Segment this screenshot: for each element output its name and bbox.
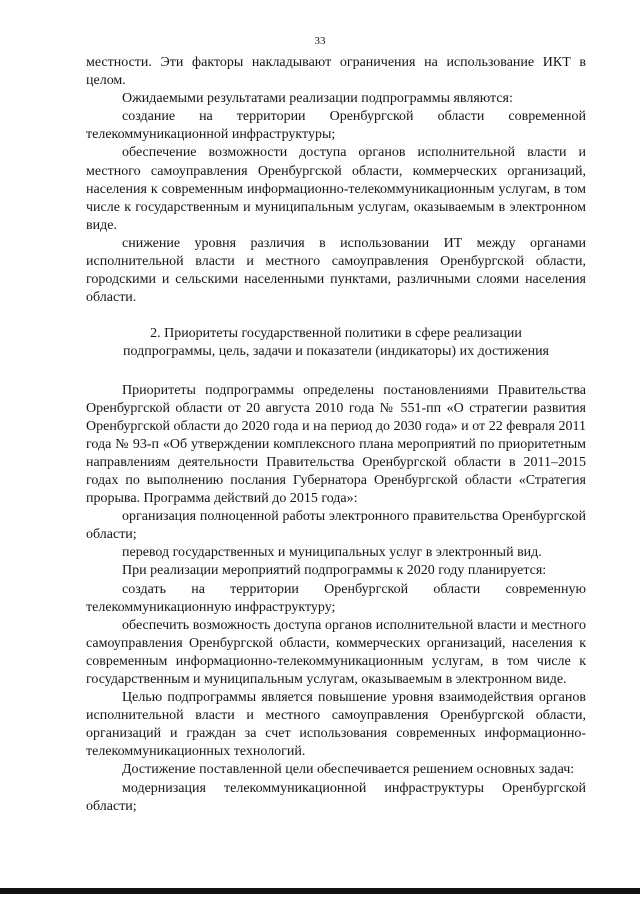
page-number: 33 [314, 35, 326, 47]
paragraph-planned-2020: При реализации мероприятий подпрограммы к 2020 году планируется: [122, 563, 547, 579]
document-body [86, 54, 586, 816]
section-heading-line-2: подпрограммы, цель, задачи и показатели (индикаторы) их достижения [122, 344, 549, 360]
paragraph-priorities: Приоритеты подпрограммы определены постановлениями Правительства Оренбургской области от 20 августа 2010 года № 551-пп «О стратегии развития Оренбургской области до 2020 года и на период до 2030 года» и от 22 февраля 2011 года № 93-п «Об утверждении комплексного плана мероприятий по приоритетным направлениям деятельности Правительства Оренбургской области в 2011–2015 годах по выполнению послания Губернатора Оренбургской области «Стратегия прорыва. Программа действий до 2015 года»: [86, 382, 586, 507]
paragraph-expected-results: Ожидаемыми результатами реализации подпрограммы являются: [122, 91, 513, 107]
section-heading [86, 325, 586, 361]
section-heading-line-1: 2. Приоритеты государственной политики в сфере реализации [150, 326, 522, 342]
paragraph-intro-continued: местности. Эти факторы накладывают ограничения на использование ИКТ в целом. [86, 55, 586, 89]
paragraph-e-government: организация полноценной работы электронного правительства Оренбургской области; [86, 509, 586, 543]
paragraph-result-access: обеспечение возможности доступа органов исполнительной власти и местного самоуправления Оренбургской области, коммерческих организаций, населения к современным информационно-телекоммуникационным услугам, в том числе к государственным и муниципальным услугам, оказываемым в электронном виде. [86, 145, 586, 233]
paragraph-result-infrastructure: создание на территории Оренбургской области современной телекоммуникационной инфраструктуры; [86, 109, 586, 143]
paragraph-e-services: перевод государственных и муниципальных услуг в электронный вид. [122, 545, 542, 561]
bottom-scan-edge [0, 888, 640, 894]
paragraph-task-modernization: модернизация телекоммуникационной инфраструктуры Оренбургской области; [86, 780, 586, 814]
paragraph-result-digital-divide: снижение уровня различия в использовании ИТ между органами исполнительной власти и местного самоуправления Оренбургской области, городскими и сельскими населенными пунктами, различными слоями населения области. [86, 235, 586, 306]
paragraph-tasks-intro: Достижение поставленной цели обеспечивается решением основных задач: [122, 762, 575, 778]
paragraph-goal: Целью подпрограммы является повышение уровня взаимодействия органов исполнительной власти и местного самоуправления Оренбургской области, организаций и граждан за счет использования современных информационно-телекоммуникационных технологий. [86, 690, 586, 760]
paragraph-plan-access: обеспечить возможность доступа органов исполнительной власти и местного самоуправления Оренбургской области, коммерческих организаций, населения к современным информационно-телекоммуникационным услугам, в том числе к государственным и муниципальным услугам, оказываемым в электронном виде. [86, 617, 586, 687]
paragraph-plan-infrastructure: создать на территории Оренбургской области современную телекоммуникационную инфраструктуру; [86, 581, 586, 615]
